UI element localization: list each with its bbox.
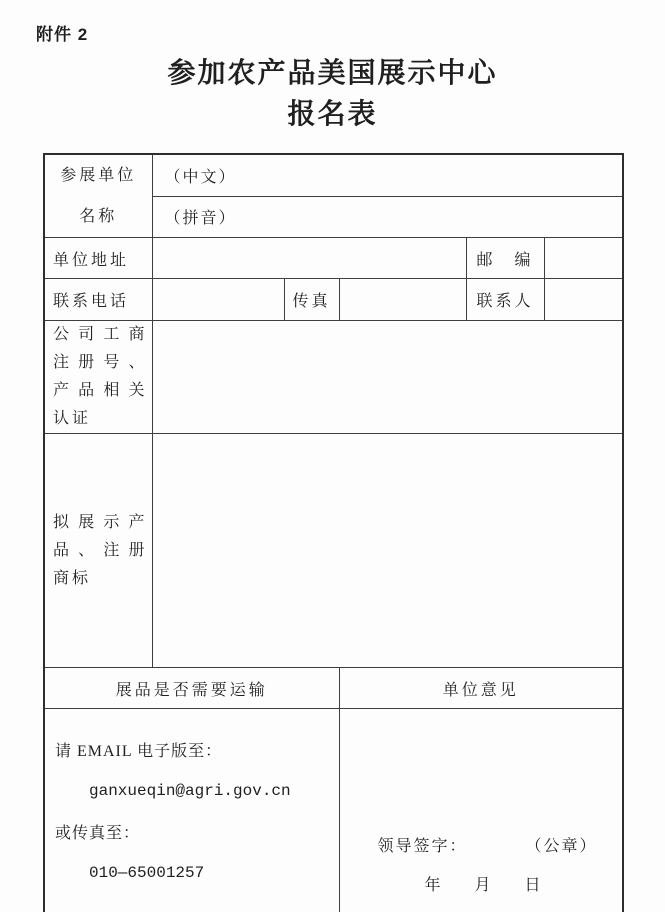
name-chinese-placeholder: （中文） [164,168,237,186]
email-instruction: 请 EMAIL 电子版至： [55,743,223,760]
form-title-line1: 参加农产品美国展示中心 [167,57,498,88]
form-title-line2: 报名表 [287,98,378,129]
address-label: 单位地址 [44,238,152,279]
fax-input-cell [339,279,466,321]
exhibitor-name-label [44,154,152,238]
business-registration-input-cell [152,321,623,434]
address-input-cell [152,238,466,279]
contact-person-input-cell [544,279,623,321]
fax-number: 010—65001257 [89,863,205,882]
phone-input-cell [152,279,284,321]
attachment-label: 附件 2 [36,25,89,44]
signature-line [340,832,623,858]
email-address: ganxueqin@agri.gov.cn [89,781,291,800]
submission-instructions-cell [44,709,339,912]
official-seal-label: （公章） [525,838,598,855]
phone-label: 联系电话 [44,279,152,321]
form-title [0,52,665,134]
shipping-header: 展品是否需要运输 [44,668,339,709]
date-line: 年 月 日 [424,877,542,894]
fax-instruction: 或传真至： [55,825,141,842]
products-label: 拟展示产品、注册商标 [44,434,152,668]
signature-cell [339,709,623,912]
contact-person-label: 联系人 [466,279,544,321]
exhibitor-name-label-line2: 名称 [79,208,118,225]
name-pinyin-cell [152,196,623,237]
products-input-cell [152,434,623,668]
name-chinese-cell [152,154,623,196]
fax-label: 传真 [284,279,339,321]
exhibitor-name-label-line1: 参展单位 [60,167,137,184]
name-pinyin-placeholder: （拼音） [164,210,237,228]
postal-code-label: 邮 编 [466,238,544,279]
postal-code-input-cell [544,238,623,279]
registration-form-table [43,153,624,912]
business-registration-label: 公司工商注册号、产品相关认证 [44,321,152,434]
opinion-header: 单位意见 [339,668,623,709]
leader-signature-label: 领导签字： [377,838,468,855]
